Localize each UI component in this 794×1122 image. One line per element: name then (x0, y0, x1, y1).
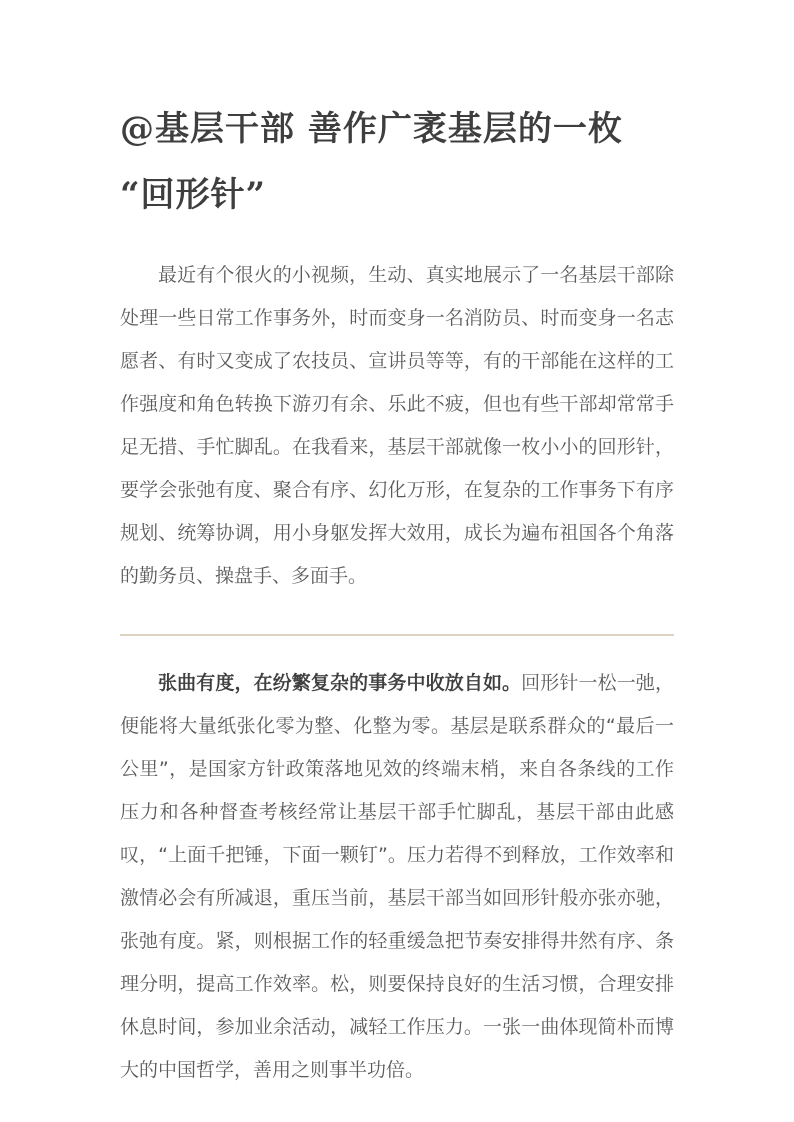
title-line-1: @基层干部 善作广袤基层的一枚 (120, 109, 623, 149)
paragraph-section-1-lead: 张曲有度，在纷繁复杂的事务中收放自如。 (158, 672, 522, 694)
section-divider (120, 634, 674, 636)
paragraph-section-1-body: 回形针一松一弛，便能将大量纸张化零为整、化整为零。基层是联系群众的“最后一公里”，是国家方针政策落地见效的终端末梢，来自各条线的工作压力和各种督查考核经常让基层干部手忙脚乱，基层干部由此感叹，“上面千把锤，下面一颗钉”。压力若得不到释放，工作效率和激情必会有所减退，重压当前，基层干部当如回形针般亦张亦驰，张弛有度。紧，则根据工作的轻重缓急把节奏安排得井然有序、条理分明，提高工作效率。松，则要保持良好的生活习惯，合理安排休息时间，参加业余活动，减轻工作压力。一张一曲体现简朴而博大的中国哲学，善用之则事半功倍。 (120, 672, 674, 1081)
paragraph-section-1 (120, 662, 674, 1092)
document-title (120, 96, 674, 228)
paragraph-intro: 最近有个很火的小视频，生动、真实地展示了一名基层干部除处理一些日常工作事务外，时而变身一名消防员、时而变身一名志愿者、有时又变成了农技员、宣讲员等等，有的干部能在这样的工作强度和角色转换下游刃有余、乐此不疲，但也有些干部却常常手足无措、手忙脚乱。在我看来，基层干部就像一枚小小的回形针，要学会张弛有度、聚合有序、幻化万形，在复杂的工作事务下有序规划、统筹协调，用小身躯发挥大效用，成长为遍布祖国各个角落的勤务员、操盘手、多面手。 (120, 264, 674, 587)
title-line-2: “回形针” (120, 175, 267, 215)
